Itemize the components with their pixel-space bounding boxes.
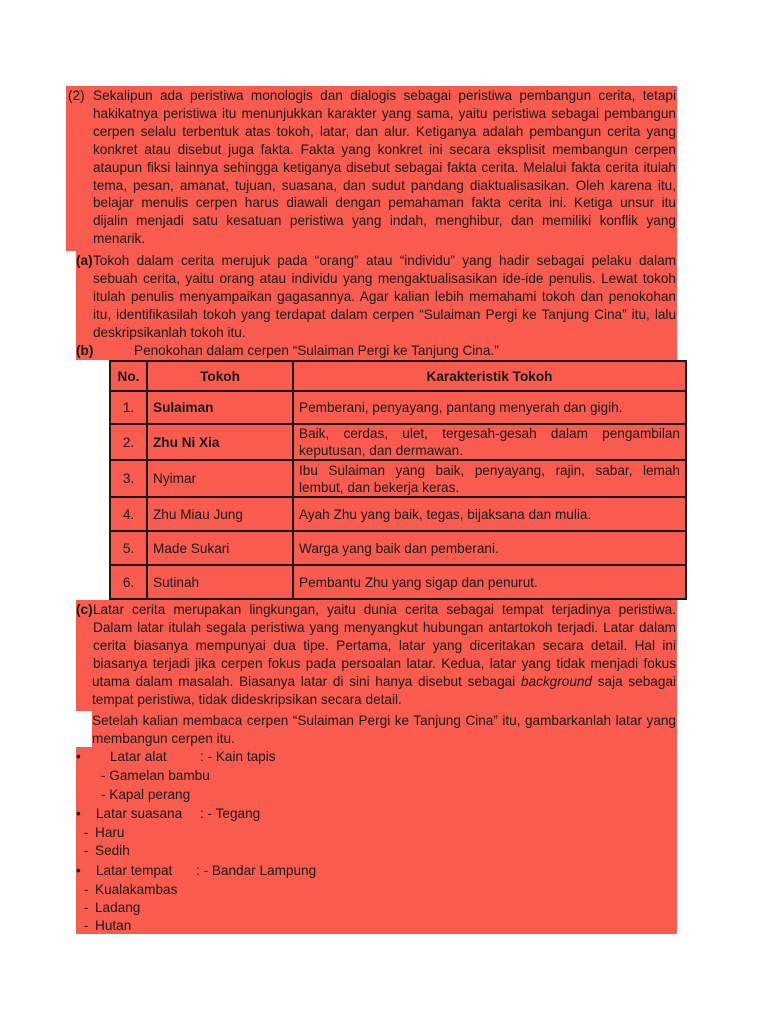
bullet-icon: • <box>76 863 81 878</box>
paragraph-line: Sekalipun ada peristiwa monologis dan dialogis sebagai peristiwa pembangun cerita, tetapi <box>93 88 676 103</box>
penokohan-table <box>109 360 687 600</box>
cell-no: 6. <box>110 565 147 599</box>
latar-alat-item: - Gamelan bambu <box>101 768 210 783</box>
paragraph-line: Dalam latar itulah segala peristiwa yang menyangkut hubungan antartokoh terjadi. Latar dalam <box>93 619 676 635</box>
bullet-icon: • <box>76 806 81 821</box>
paragraph-line: Tokoh dalam cerita merujuk pada “orang” atau “individu” yang hadir sebagai pelaku dalam <box>93 253 676 268</box>
latar-tempat-item: Hutan <box>95 918 132 933</box>
latar-alat-label: Latar alat <box>110 749 167 764</box>
table-row <box>110 460 686 497</box>
latar-alat-first: : - Kain tapis <box>200 749 276 764</box>
paragraph-line: belajar menulis cerpen harus diawali dengan pemahaman fakta cerita ini. Ketiga unsur itu <box>93 195 676 211</box>
cell-karakteristik: Warga yang baik dan pemberani. <box>293 531 686 565</box>
section-2-marker: (2) <box>68 88 85 103</box>
paragraph-line: cerpen selalu terbentuk atas tokoh, latar, dan alur. Ketiganya adalah pembangun cerita yang <box>93 123 676 139</box>
cell-no: 5. <box>110 531 147 565</box>
paragraph-line: sebuah cerita, yaitu orang atau individu yang mengaktualisasikan ide-ide penulis. Lewat tokoh <box>93 270 676 286</box>
latar-alat-item: - Kapal perang <box>101 787 191 802</box>
cell-no: 3. <box>110 460 147 497</box>
paragraph-line: itulah penulis menyampaikan gagasannya. Agar kalian lebih memahami tokoh dan penokohan <box>93 288 676 304</box>
table-row <box>110 531 686 565</box>
cell-tokoh: Zhu Ni Xia <box>147 424 293 460</box>
latar-suasana-item: Haru <box>95 825 125 840</box>
cell-karakteristik: Pembantu Zhu yang sigap dan penurut. <box>293 565 686 599</box>
table-row <box>110 424 686 460</box>
cell-karakteristik: Pemberani, penyayang, pantang menyerah dan gigih. <box>293 391 686 424</box>
latar-tempat-item: Kualakambas <box>95 882 178 897</box>
prompt-line-1: Setelah kalian membaca cerpen “Sulaiman Pergi ke Tanjung Cina” itu, gambarkanlah latar yang <box>92 713 676 728</box>
section-b-marker: (b) <box>76 343 94 358</box>
dash-icon: - <box>84 900 89 915</box>
dash-icon: - <box>84 882 89 897</box>
latar-tempat-item: Ladang <box>95 900 141 915</box>
paragraph-line: itu, identifikasilah tokoh yang terdapat dalam cerpen “Sulaiman Pergi ke Tanjung Cina” itu, lalu <box>93 306 676 322</box>
latar-tempat-label: Latar tempat <box>96 863 173 878</box>
cell-no: 2. <box>110 424 147 460</box>
cell-karakteristik: Baik, cerdas, ulet, tergesah-gesah dalam pengambilan keputusan, dan dermawan. <box>293 424 686 460</box>
bullet-icon: • <box>76 749 81 764</box>
cell-tokoh: Nyimar <box>147 460 293 497</box>
paragraph-line: dijalin menjadi satu kesatuan peristiwa yang indah, menghibur, dan memiliki konflik yang <box>93 213 676 229</box>
table-header-row <box>110 361 686 391</box>
cell-no: 1. <box>110 391 147 424</box>
paragraph-line: biasanya terjadi jika cerpen fokus pada persoalan latar. Kedua, latar yang tidak menjadi fokus <box>93 655 676 671</box>
cell-tokoh: Sulaiman <box>147 391 293 424</box>
cell-karakteristik: Ayah Zhu yang baik, tegas, bijaksana dan mulia. <box>293 497 686 531</box>
section-c-line-5: utama dalam masalah. Biasanya latar di sini hanya disebut sebagai background saja sebagai <box>92 674 676 689</box>
table-row <box>110 497 686 531</box>
paragraph-line: menarik. <box>93 231 146 247</box>
background-italic: background <box>520 674 592 689</box>
paragraph-line: ataupun fiksi lainnya sehingga ketiganya disebut sebagai fakta cerita. Melalui fakta cerita itulah <box>93 159 676 175</box>
header-karakteristik: Karakteristik Tokoh <box>293 361 686 391</box>
section-c-line-6: tempat peristiwa, tidak dideskripsikan secara detail. <box>92 692 402 707</box>
prompt-line-2: membangun cerpen itu. <box>92 731 235 746</box>
paragraph-line: Latar cerita merupakan lingkungan, yaitu dunia cerita sebagai tempat terjadinya peristiwa. <box>93 602 676 617</box>
header-tokoh: Tokoh <box>147 361 293 391</box>
table-row <box>110 565 686 599</box>
section-c-marker: (c) <box>76 602 93 617</box>
cell-tokoh: Zhu Miau Jung <box>147 497 293 531</box>
latar-suasana-label: Latar suasana <box>96 806 183 821</box>
paragraph-line: hakikatnya peristiwa itu menunjukkan karakter yang sama, yaitu peristiwa sebagai pembangun <box>93 105 676 121</box>
dash-icon: - <box>84 843 89 858</box>
latar-suasana-first: : - Tegang <box>200 806 261 821</box>
cell-tokoh: Sutinah <box>147 565 293 599</box>
latar-tempat-first: : - Bandar Lampung <box>196 863 317 878</box>
cell-karakteristik: Ibu Sulaiman yang baik, penyayang, rajin, sabar, lemah lembut, dan bekerja keras. <box>293 460 686 497</box>
cell-no: 4. <box>110 497 147 531</box>
dash-icon: - <box>84 825 89 840</box>
cell-tokoh: Made Sukari <box>147 531 293 565</box>
table-row <box>110 391 686 424</box>
section-a-marker: (a) <box>76 253 93 268</box>
paragraph-line: konkret atau disebut juga fakta. Fakta yang konkret ini secara eksplisit membangun cerpen <box>93 141 676 157</box>
paragraph-line: deskripsikanlah tokoh itu. <box>93 324 246 340</box>
latar-suasana-item: Sedih <box>95 843 130 858</box>
section-b-caption: Penokohan dalam cerpen “Sulaiman Pergi ke Tanjung Cina.” <box>134 343 499 358</box>
paragraph-line: cerita biasanya mempunyai dua tipe. Pertama, latar yang diceritakan secara detail. Hal ini <box>93 637 676 653</box>
dash-icon: - <box>84 918 89 933</box>
header-no: No. <box>110 361 147 391</box>
paragraph-line: tema, pesan, amanat, tujuan, suasana, dan sudut pandang diaktualisasikan. Oleh karena itu, <box>93 177 676 193</box>
